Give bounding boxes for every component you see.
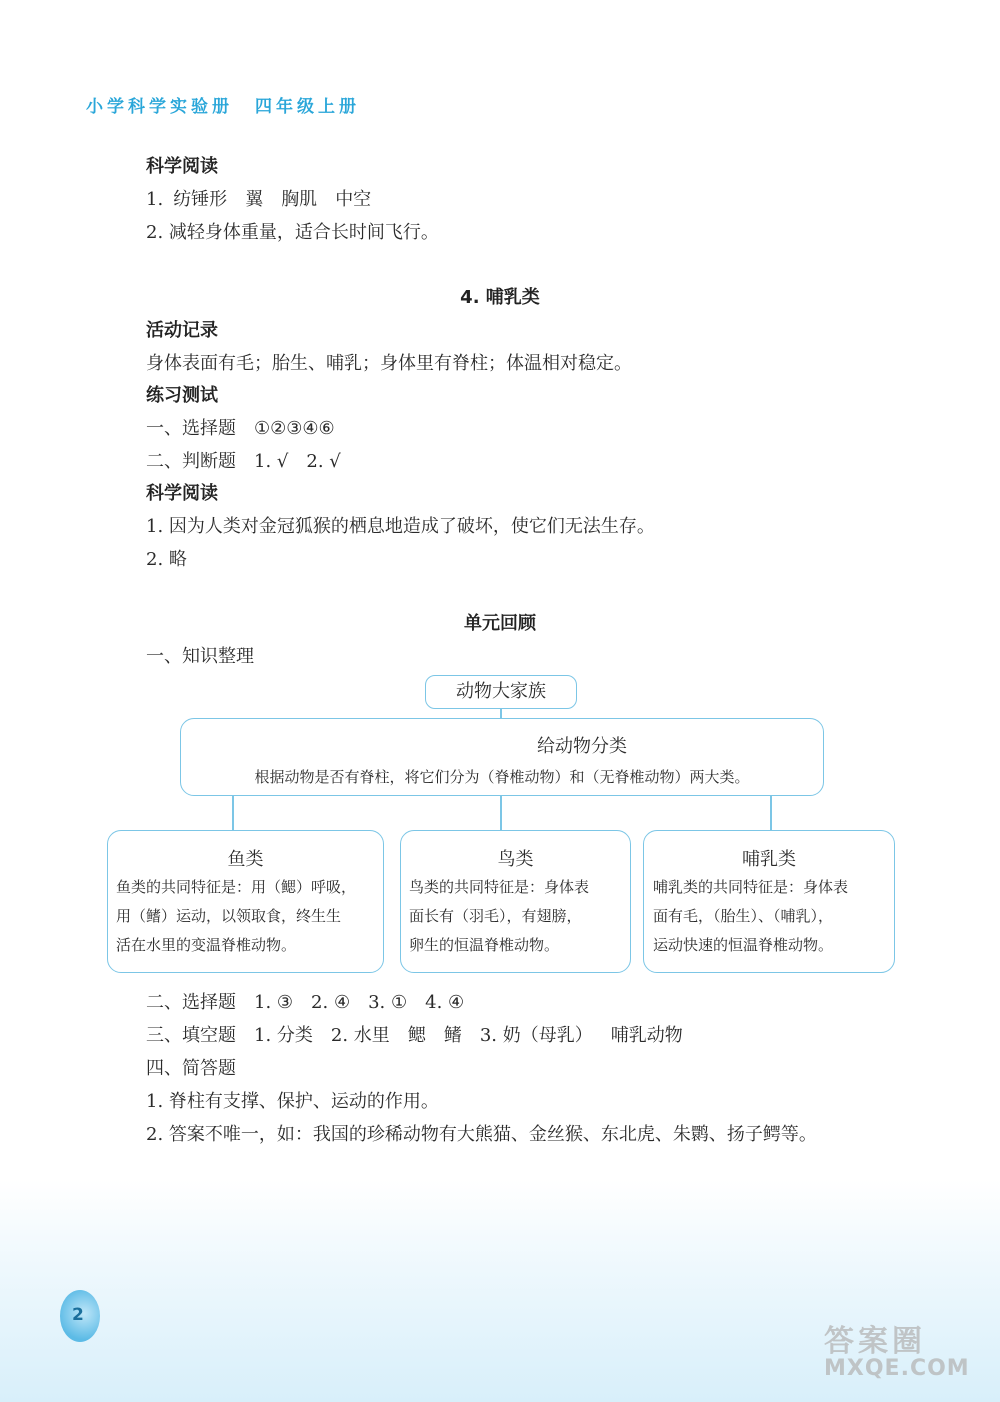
unit-review-title: 单元回顾 — [464, 613, 536, 634]
review-choice-line: 二、选择题 1. ③ 2. ④ 3. ① 4. ④ — [146, 992, 465, 1013]
review-short-q2: 2. 答案不唯一，如：我国的珍稀动物有大熊猫、金丝猴、东北虎、朱鹮、扬子鳄等。 — [146, 1124, 817, 1145]
activity-text: 身体表面有毛；胎生、哺乳；身体里有脊柱；体温相对稳定。 — [146, 353, 632, 374]
knowledge-label: 一、知识整理 — [146, 646, 254, 667]
diagram-fish-title: 鱼类 — [227, 849, 264, 870]
diagram-bird-text: 鸟类的共同特征是：身体表 面长有（羽毛），有翅膀， 卵生的恒温脊椎动物。 — [409, 878, 590, 954]
diagram-mammal-title: 哺乳类 — [742, 849, 796, 870]
reading-heading-2: 科学阅读 — [146, 483, 218, 504]
reading-2-q1: 1. 因为人类对金冠狐猴的栖息地造成了破坏，使它们无法生存。 — [146, 516, 655, 537]
activity-heading: 活动记录 — [146, 320, 218, 341]
judge-answer-line: 二、判断题 1. √ 2. √ — [146, 451, 341, 472]
diagram-connector — [770, 796, 772, 831]
diagram-connector — [500, 796, 502, 831]
diagram-bird-title: 鸟类 — [497, 849, 534, 870]
review-short-label: 四、简答题 — [146, 1058, 236, 1079]
diagram-classify-title: 给动物分类 — [537, 736, 627, 757]
book-title: 小学科学实验册 — [86, 97, 233, 117]
reading-1-q1: 1. 纺锤形 翼 胸肌 中空 — [146, 189, 372, 210]
diagram-fish-text: 鱼类的共同特征是：用（鳃）呼吸， 用（鳍）运动，以领取食，终生生 活在水里的变温脊椎动物。 — [116, 878, 357, 954]
choice-answer-line: 一、选择题 ①②③④⑥ — [146, 418, 335, 439]
diagram-mammal-box — [643, 830, 895, 973]
watermark-logo: 答案圈 — [824, 1324, 926, 1359]
reading-1-q2: 2. 减轻身体重量，适合长时间飞行。 — [146, 222, 439, 243]
diagram-root-box — [425, 675, 577, 709]
lesson-title: 4. 哺乳类 — [460, 287, 540, 308]
reading-heading-1: 科学阅读 — [146, 156, 218, 177]
review-fill-line: 三、填空题 1. 分类 2. 水里 鳃 鳍 3. 奶（母乳） 哺乳动物 — [146, 1025, 683, 1046]
diagram-bird-box — [400, 830, 631, 973]
diagram-fish-box — [107, 830, 384, 973]
page-number: 2 — [72, 1305, 84, 1325]
review-short-q1: 1. 脊柱有支撑、保护、运动的作用。 — [146, 1091, 439, 1112]
diagram-connector — [232, 796, 234, 831]
diagram-classify-text: 根据动物是否有脊柱，将它们分为（脊椎动物）和（无脊椎动物）两大类。 — [254, 768, 750, 786]
practice-heading: 练习测试 — [146, 385, 218, 406]
reading-2-q2: 2. 略 — [146, 549, 187, 570]
running-header — [86, 92, 360, 117]
grade-label: 四年级上册 — [255, 97, 360, 117]
watermark-url: MXQE.COM — [824, 1356, 970, 1381]
diagram-mammal-text: 哺乳类的共同特征是：身体表 面有毛，（胎生）、（哺乳）， 运动快速的恒温脊椎动物。 — [653, 878, 849, 954]
diagram-root-label: 动物大家族 — [456, 681, 546, 702]
diagram-classify-box — [180, 718, 824, 796]
